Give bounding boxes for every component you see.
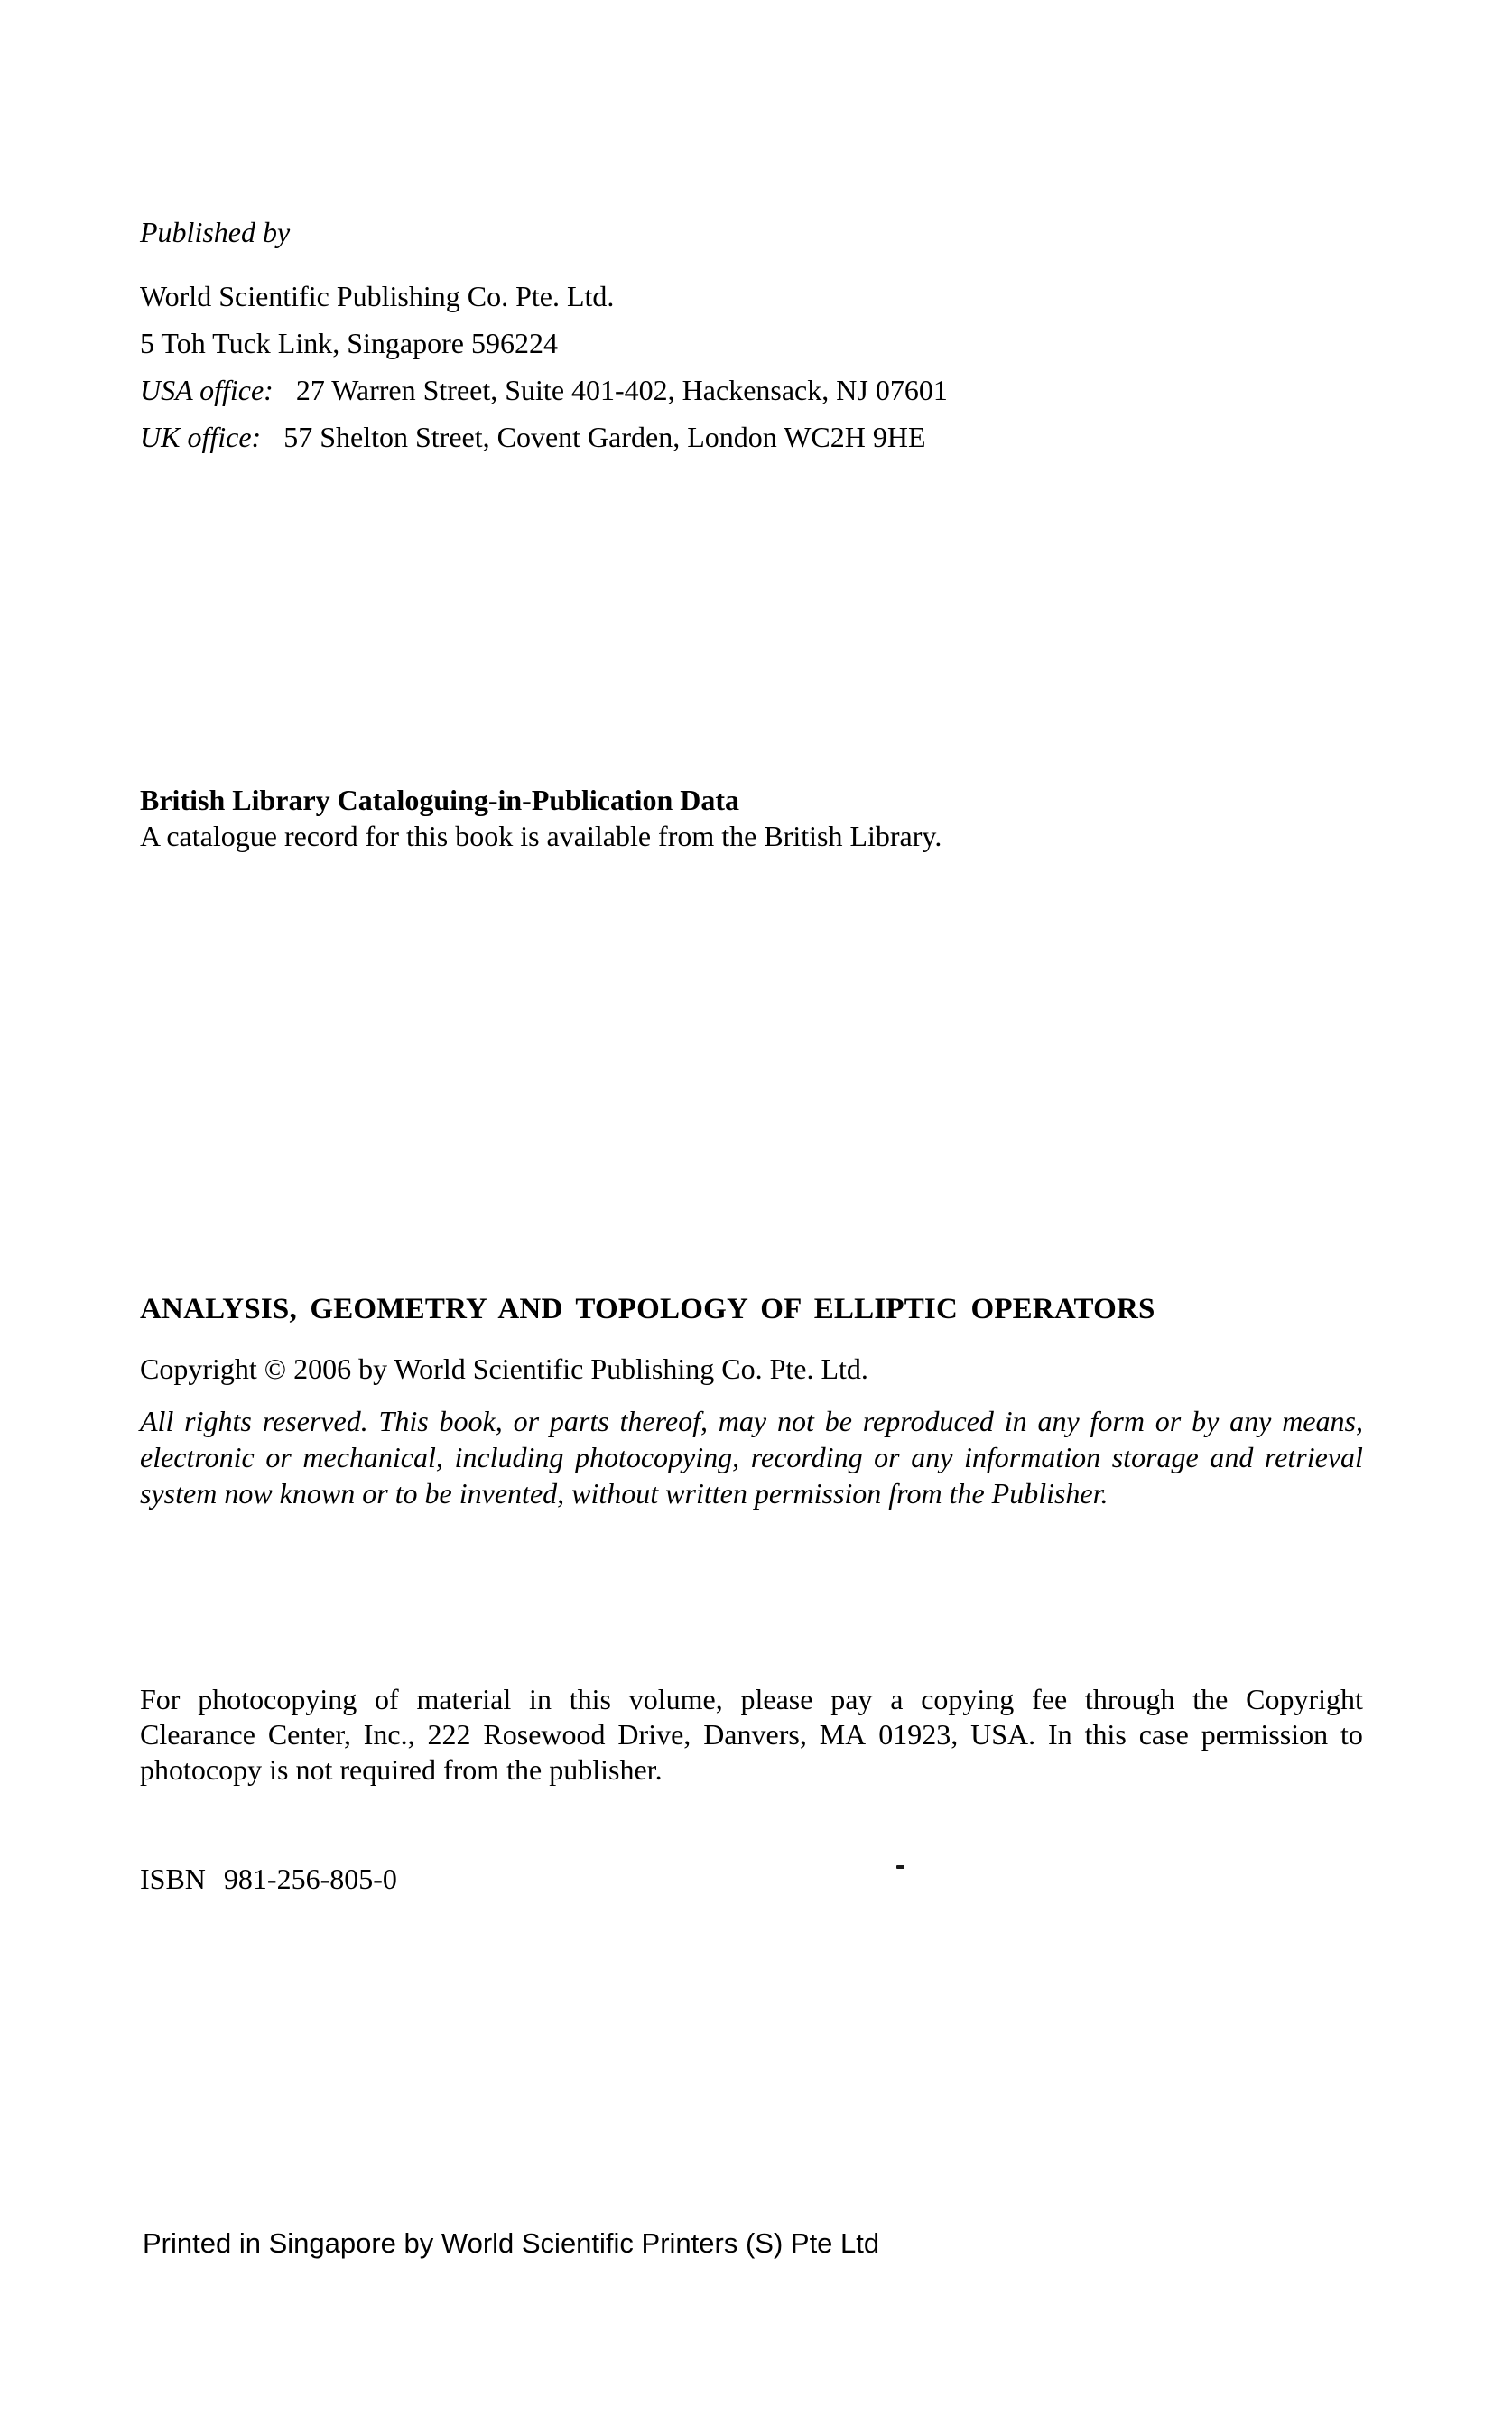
rights-line-1: All rights reserved. This book, or parts thereof, may not be reproduced in any form or by any means, (140, 1405, 1363, 1437)
uk-office-line (140, 419, 926, 455)
cataloguing-heading: British Library Cataloguing-in-Publication Data (140, 784, 740, 816)
usa-office-address: 27 Warren Street, Suite 401-402, Hackensack, NJ 07601 (295, 374, 948, 406)
printed-in-line: Printed in Singapore by World Scientific Printers (S) Pte Ltd (143, 2227, 880, 2259)
rights-line-2: electronic or mechanical, including photocopying, recording or any information storage and retrieval (140, 1441, 1363, 1473)
isbn-number: 981-256-805-0 (223, 1863, 397, 1895)
copyright-line: Copyright © 2006 by World Scientific Publishing Co. Pte. Ltd. (140, 1352, 868, 1385)
isbn-line (140, 1861, 397, 1897)
photocopy-line-3: photocopy is not required from the publisher. (140, 1753, 663, 1786)
isbn-label: ISBN (140, 1863, 206, 1895)
book-title: ANALYSIS, GEOMETRY AND TOPOLOGY OF ELLIPTIC OPERATORS (140, 1293, 1155, 1325)
publisher-address: 5 Toh Tuck Link, Singapore 596224 (140, 327, 558, 359)
uk-office-label: UK office: (140, 421, 262, 453)
photocopy-line-1: For photocopying of material in this volume, please pay a copying fee through the Copyright (140, 1683, 1363, 1715)
usa-office-line (140, 372, 948, 408)
uk-office-address: 57 Shelton Street, Covent Garden, London WC2H 9HE (283, 421, 926, 453)
photocopy-line-2: Clearance Center, Inc., 222 Rosewood Drive, Danvers, MA 01923, USA. In this case permission to (140, 1718, 1363, 1751)
published-by-label: Published by (140, 216, 291, 248)
usa-office-label: USA office: (140, 374, 274, 406)
rights-line-3: system now known or to be invented, without written permission from the Publisher. (140, 1477, 1108, 1510)
scan-speck (896, 1865, 904, 1869)
cataloguing-body: A catalogue record for this book is available from the British Library. (140, 820, 942, 852)
publisher-name: World Scientific Publishing Co. Pte. Ltd. (140, 280, 615, 312)
